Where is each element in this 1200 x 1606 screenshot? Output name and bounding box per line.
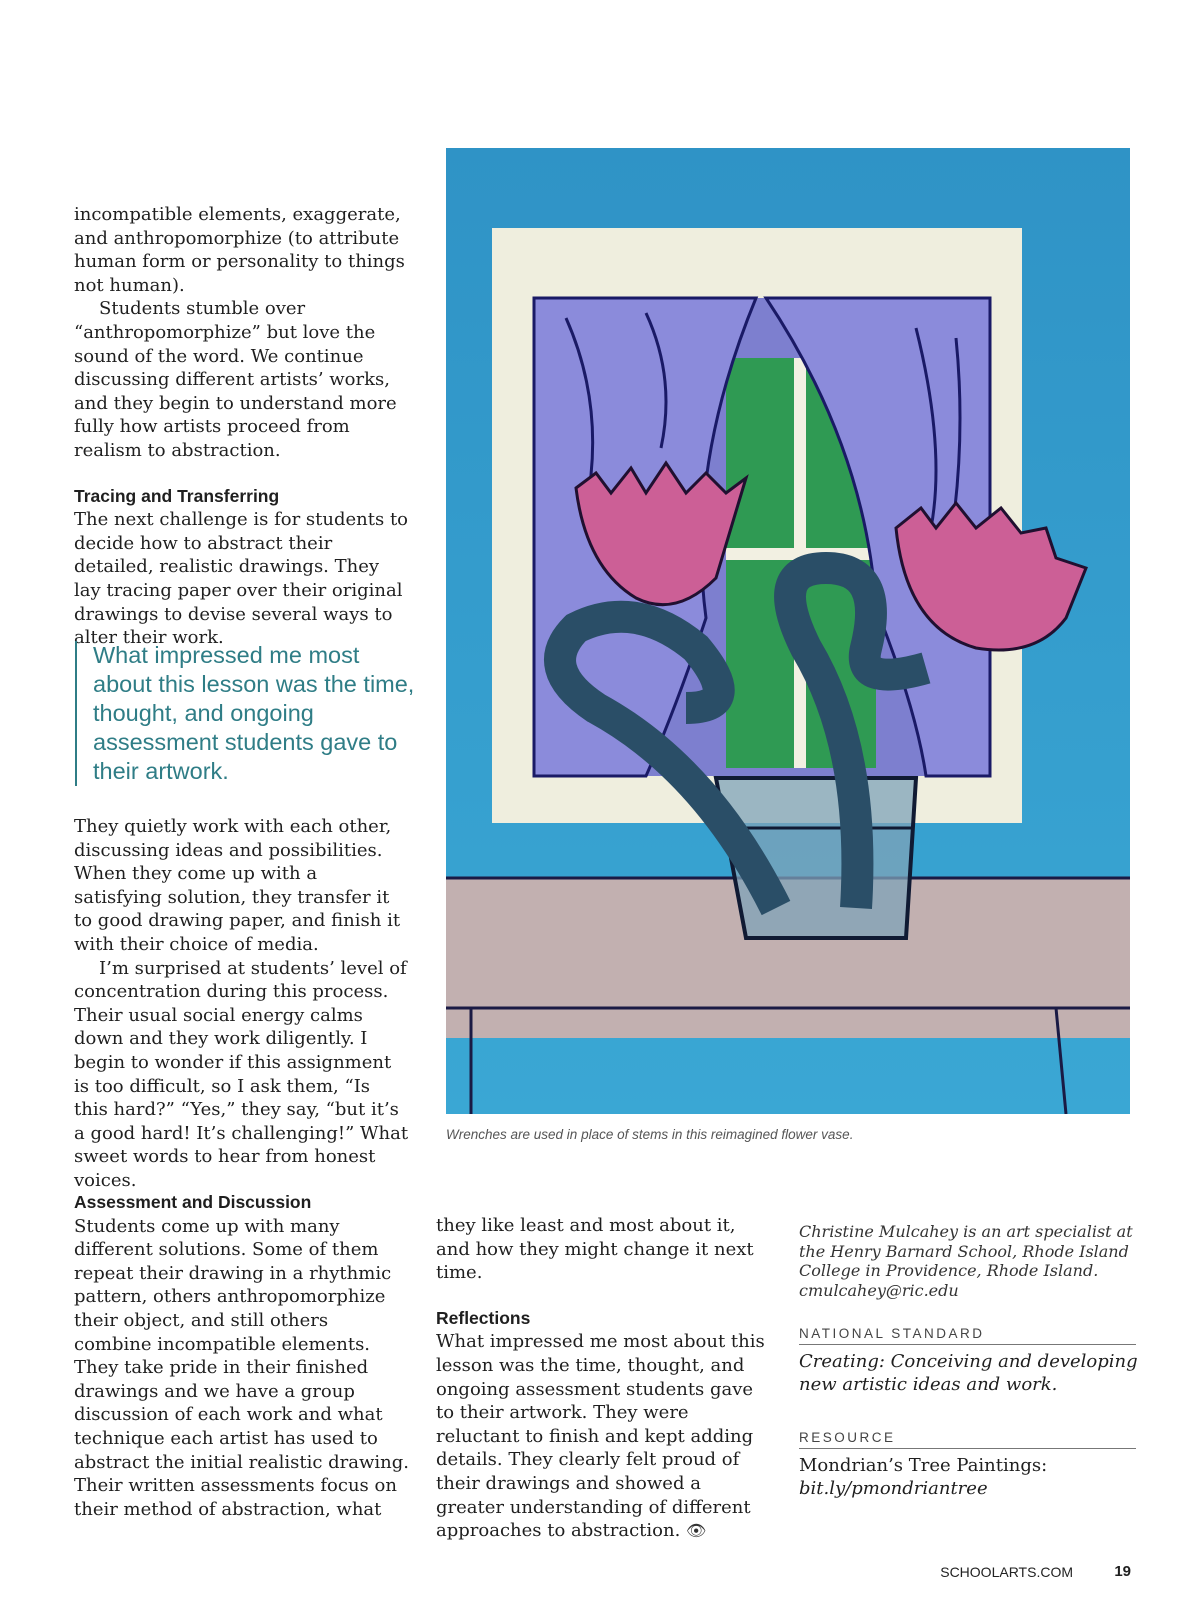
- paragraph-assessment: Students come up with many different solutions. Some of them repeat their drawing in a rhythmic pattern, others anthropomorphize their object, and still others combine incompatible elements. They take pride in their finished drawings and we have a group discussion of each work and what technique each artist has used to abstract the initial realistic drawing. Their written assessments focus on their method of abstraction, what: [74, 1215, 409, 1520]
- image-caption: Wrenches are used in place of stems in this reimagined flower vase.: [446, 1127, 854, 1142]
- paragraph-continued: they like least and most about it, and how they might change it next time.: [436, 1215, 754, 1284]
- reflections-text: What impressed me most about this lesson was the time, thought, and ongoing assessment students gave to their artwork. They were reluctant to finish and kept adding details. They clearly felt proud of their drawings and showed a greater understanding of different approaches to abstraction.: [436, 1331, 765, 1542]
- column-1-lower: [74, 815, 409, 1193]
- paragraph-intro-continued: incompatible elements, exaggerate, and anthropomorphize (to attribute human form or personality to things not human).: [74, 204, 405, 296]
- student-artwork-image: [446, 148, 1130, 1114]
- heading-tracing: Tracing and Transferring: [74, 485, 280, 506]
- paragraph-tracing: The next challenge is for students to decide how to abstract their detailed, realistic drawings. They lay tracing paper over their original drawings to devise several ways to alter their work.: [74, 509, 409, 649]
- column-2: [436, 1214, 771, 1543]
- national-standard-text: Creating: Conceiving and developing new artistic ideas and work.: [799, 1351, 1138, 1395]
- heading-reflections: Reflections: [436, 1307, 531, 1328]
- paragraph-anthropomorphize: Students stumble over “anthropomorphize” but love the sound of the word. We continue discussing different artists’ works, and they begin to understand more fully how artists proceed from realism to abstraction.: [74, 298, 397, 461]
- national-standard-label: NATIONAL STANDARD: [799, 1326, 1136, 1345]
- end-mark-icon: 👁: [686, 1521, 707, 1541]
- footer-site: SCHOOLARTS.COM: [940, 1564, 1073, 1580]
- resource-link[interactable]: bit.ly/pmondriantree: [799, 1478, 988, 1499]
- author-bio: Christine Mulcahey is an art specialist at the Henry Barnard School, Rhode Island College in Providence, Rhode Island. cmulcahey@ric.edu: [799, 1222, 1133, 1300]
- pull-quote: What impressed me most about this lesson was the time, thought, and ongoing assessment students gave to their artwork.: [75, 641, 423, 786]
- artwork-drawing: [446, 148, 1130, 1114]
- heading-assessment: Assessment and Discussion: [74, 1192, 312, 1212]
- column-1: [74, 203, 409, 650]
- paragraph-reflections: [436, 1330, 771, 1542]
- paragraph-quiet-work: They quietly work with each other, discussing ideas and possibilities. When they come up with a satisfying solution, they transfer it to good drawing paper, and finish it with their choice of media.: [74, 816, 401, 955]
- resource-text: [799, 1454, 1139, 1500]
- paragraph-concentration: I’m surprised at students’ level of concentration during this process. Their usual social energy calms down and they work diligently. I begin to wonder if this assignment is too difficult, so I ask them, “Is this hard?” “Yes,” they say, “but it’s a good hard! It’s challenging!” What sweet words to hear from honest voices.: [74, 957, 409, 1191]
- resource-label: RESOURCE: [799, 1430, 1136, 1449]
- resource-title: Mondrian’s Tree Paintings:: [799, 1455, 1048, 1476]
- column-1-bottom: [74, 1191, 409, 1521]
- page-number: 19: [1114, 1563, 1131, 1580]
